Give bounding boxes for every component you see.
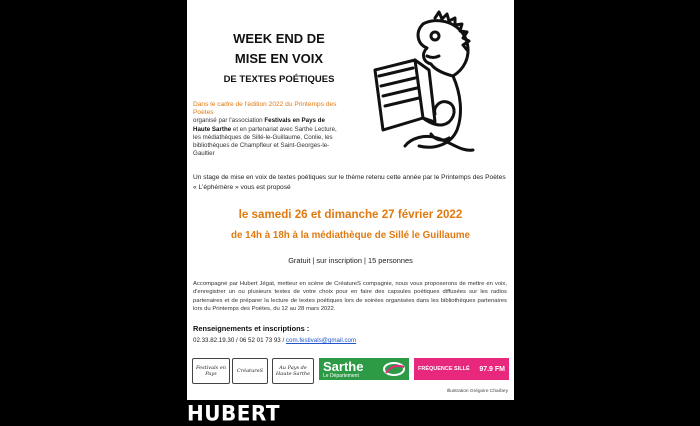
poster [187,0,514,400]
footer-bar [0,400,700,425]
event-time-location: de 14h à 18h à la médiathèque de Sillé le Guillaume [230,230,471,241]
poster-subtitle: DE TEXTES POÉTIQUES [223,74,335,85]
event-details: Accompagné par Hubert Jégat, metteur en scène de CréatureS compagnie, nous vous proposerons de mettre en voix, d'enregistrer un ou plusieurs textes de votre choix pour en faire des capsules poétiques diffusées sur les radios partenaires et de préparer la lecture de textes poétiques lors de soirées organisées dans les bibliothèques partenaires lors du Printemps des Poètes, du 12 au 28 mars 2022. [193,281,507,312]
stage-description: Un stage de mise en voix de textes poétiques sur le thème retenu cette année par le Printemps des Poètes « L'éphémère » vous est proposé [193,174,506,191]
intro-highlight: Dans le cadre de l'édition 2022 du Printemps des Poètes [193,101,337,117]
intro-partners: et en partenariat avec Sarthe Lecture, les médiathèques de Sillé-le-Guillaume, Conlie, les bibliothèques de Champfleur et Saint-Georges-le-Gaultier [193,125,337,158]
sarthe-logo-name: Sarthe [323,358,364,374]
intro-block [193,101,341,158]
illustration-credit: Illustration Grégoire Charbey [446,389,508,394]
sarthe-department-logo [319,358,409,380]
partner-logos [192,358,512,384]
radio-name: FRÉQUENCE SILLÉ [418,366,470,372]
contact-phones: 02.33.82.19.30 / 06 52 01 73 93 / [193,337,286,344]
reader-illustration-icon [365,10,493,158]
poster-title-line1: WEEK END DE [233,31,325,46]
event-pricing: Gratuit | sur inscription | 15 personnes [288,256,413,265]
intro-organization: Festivals en Pays de Haute Sarthe [193,117,325,133]
sarthe-swoosh-icon [382,361,406,377]
frequence-sille-logo [414,358,509,380]
contact-info [193,337,356,344]
festivals-logo: Festivals en Pays [192,358,230,384]
haute-sarthe-logo: Au Pays de Haute-Sarthe [272,358,314,384]
brand-logo: HUBERT [187,400,281,426]
event-dates: le samedi 26 et dimanche 27 février 2022 [238,208,463,221]
radio-frequency: 97.9 FM [479,365,505,373]
sarthe-logo-tagline: Le Département [323,372,359,379]
intro-prefix: organisé par l'association [193,117,265,125]
contact-heading: Renseignements et inscriptions : [193,324,310,333]
poster-title-line2: MISE EN VOIX [234,51,324,66]
contact-email-link[interactable]: com.festivals@gmail.com [285,337,357,344]
creatures-logo: CréatureS [232,358,268,384]
